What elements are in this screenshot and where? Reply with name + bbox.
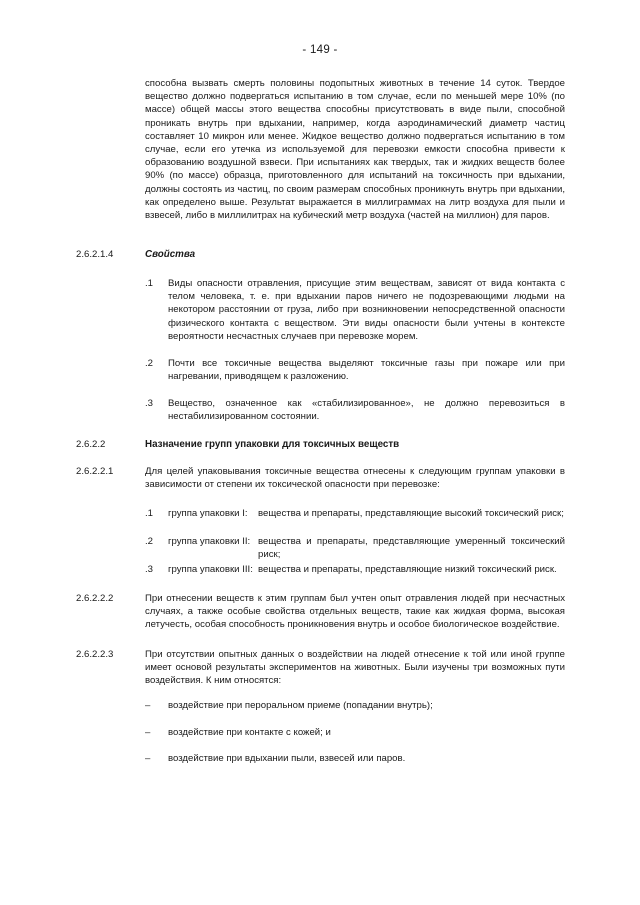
section-number-26221: 2.6.2.2.1 xyxy=(76,466,114,477)
section-text-26222: При отнесении веществ к этим группам был учтен опыт отравления людей при несчастных случаях, а также особые свойства отдельных веществ, такие как жидкая форма, высокая летучесть, особая способность проникновения внутрь и особое биологическое воздействие. xyxy=(145,593,565,631)
list-item-text: Вещество, означенное как «стабилизированное», не должно перевозиться в нестабилизированном состоянии. xyxy=(168,398,565,423)
section-number-2622: 2.6.2.2 xyxy=(76,439,106,450)
list-item-text: Виды опасности отравления, присущие этим веществам, зависят от вида контакта с телом человека, т. е. при вдыхании паров ничего не подозревающими людьми на некотором расстоянии от груза, либо при возникновении непосредственной опасности физического контакта с веществом. Эти виды опасности были учтены в контексте вероятности несчастных случаев при перевозке морем. xyxy=(168,278,565,342)
section-text-26221: Для целей упаковывания токсичные вещества отнесены к следующим группам упаковки в зависимости от степени их токсической опасности при перевозке: xyxy=(145,466,565,491)
group-item-label: группа упаковки I: xyxy=(168,508,248,519)
bullet-dash: – xyxy=(145,700,151,711)
group-item-desc: вещества и препараты, представляющие умеренный токсический риск; xyxy=(258,536,565,561)
list-item-number: .2 xyxy=(145,358,154,369)
section-number-26214: 2.6.2.1.4 xyxy=(76,249,114,260)
group-item-label: группа упаковки II: xyxy=(168,536,251,547)
list-item-text: Почти все токсичные вещества выделяют токсичные газы при пожаре или при нагревании, приводящем к разложению. xyxy=(168,358,565,383)
bullet-dash: – xyxy=(145,753,151,764)
group-item-number: .1 xyxy=(145,508,154,519)
bullet-dash: – xyxy=(145,727,151,738)
group-item-label: группа упаковки III: xyxy=(168,564,253,575)
section-text-26223: При отсутствии опытных данных о воздействии на людей отнесение к той или иной группе имеет основой результаты экспериментов на животных. Были изучены три возможных пути воздействия. К ним относятся: xyxy=(145,649,565,687)
bullet-text: воздействие при вдыхании пыли, взвесей или паров. xyxy=(168,753,406,764)
section-number-26223: 2.6.2.2.3 xyxy=(76,649,114,660)
list-item-number: .3 xyxy=(145,398,154,409)
group-item-desc: вещества и препараты, представляющие низкий токсический риск. xyxy=(258,564,557,575)
page-number: - 149 - xyxy=(302,44,338,56)
intro-paragraph: способна вызвать смерть половины подопытных животных в течение 14 суток. Твердое вещество должно подвергаться испытанию в том случае, если по меньшей мере 10% (по массе) общей массы этого вещества способны присутствовать в виде пыли, способной проникать внутрь при вдыхании, например, когда аэродинамический диаметр частиц составляет 10 микрон или менее. Жидкое вещество должно подвергаться испытанию в том случае, если его утечка из используемой для перевозки емкости способна привести к образованию воздушной взвеси. При испытаниях как твердых, так и жидких веществ более 90% (по массе) образца, приготовленного для испытаний на токсичность при вдыхании, должны состоять из частиц, по своим размерам способных проникнуть внутрь при вдыхании, как определено выше. Результат выражается в миллиграммах на литр воздуха для пыли и взвесей, либо в миллилитрах на кубический метр воздуха (частей на миллион) для паров. xyxy=(145,78,565,222)
bullet-text: воздействие при пероральном приеме (попадании внутрь); xyxy=(168,700,433,711)
list-item-number: .1 xyxy=(145,278,154,289)
group-item-number: .2 xyxy=(145,536,154,547)
group-item-number: .3 xyxy=(145,564,154,575)
group-item-desc: вещества и препараты, представляющие высокий токсический риск; xyxy=(258,508,564,519)
section-title-packing-groups: Назначение групп упаковки для токсичных веществ xyxy=(145,439,400,450)
section-number-26222: 2.6.2.2.2 xyxy=(76,593,114,604)
bullet-text: воздействие при контакте с кожей; и xyxy=(168,727,331,738)
section-title-properties: Свойства xyxy=(145,249,196,260)
